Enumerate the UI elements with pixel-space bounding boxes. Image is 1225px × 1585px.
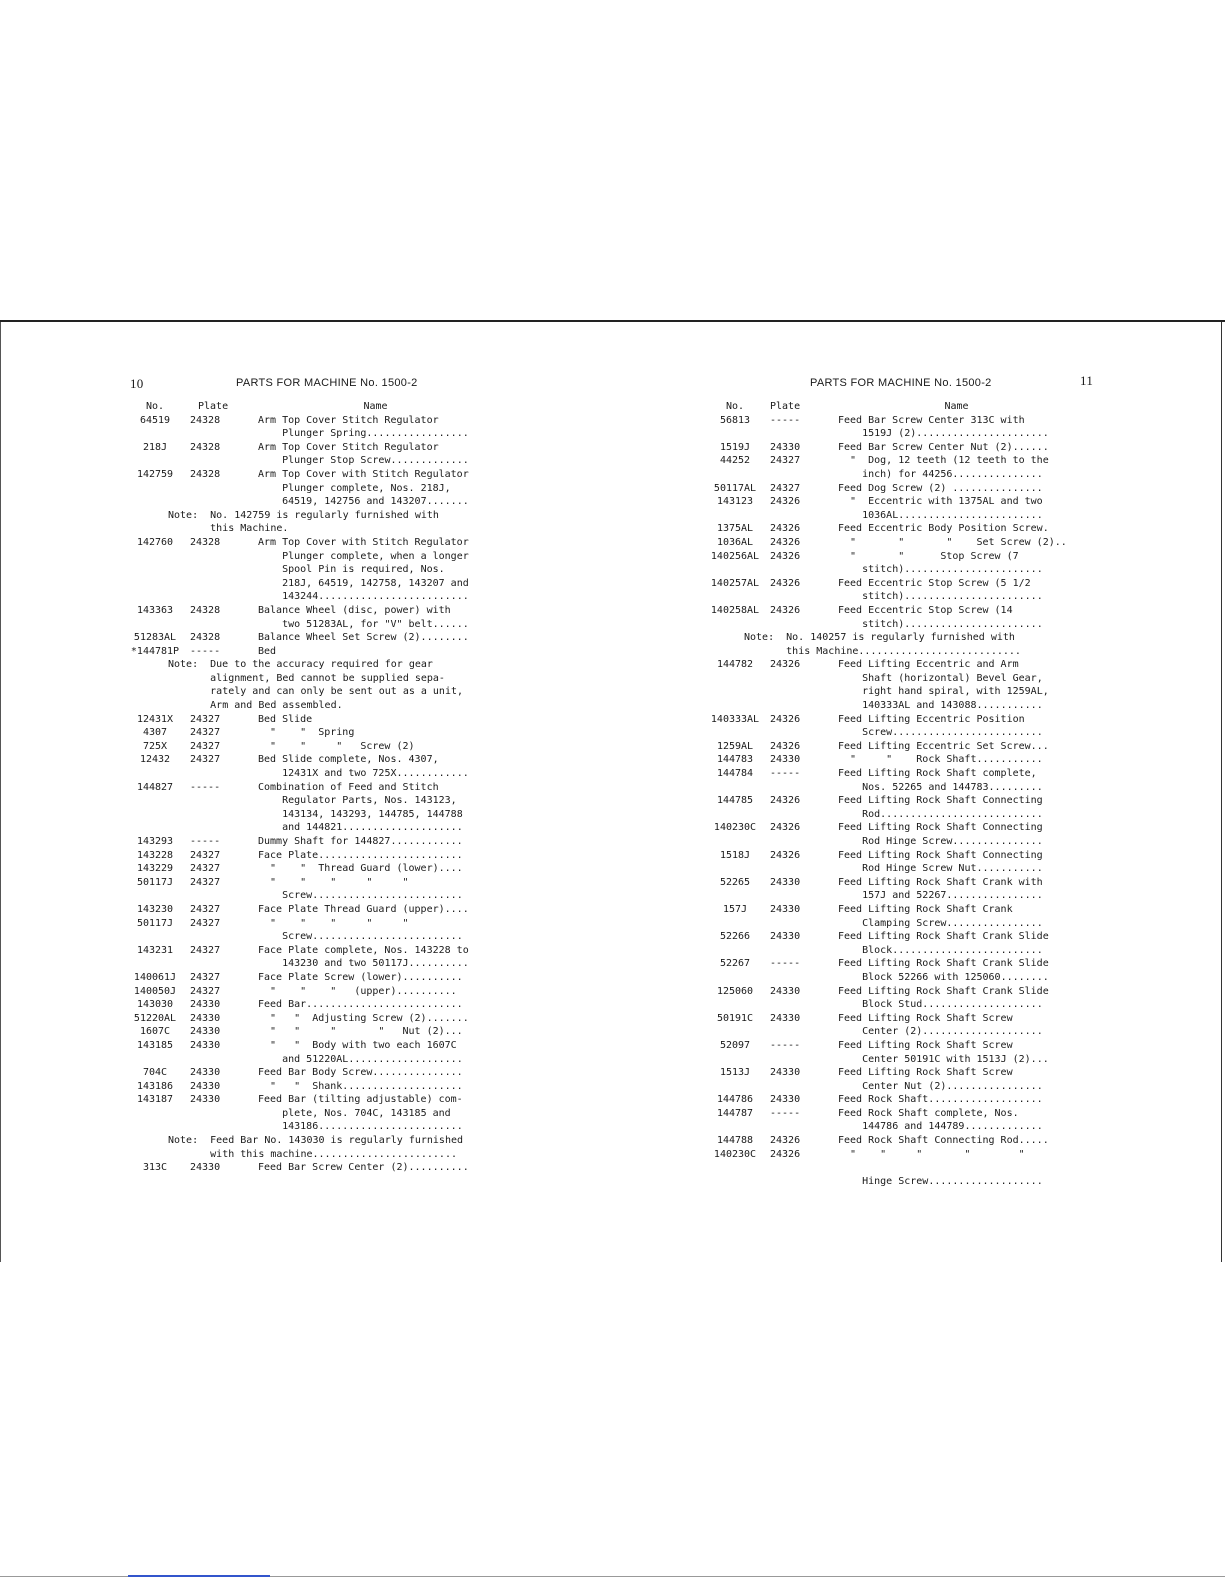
part-number: 51283AL	[133, 632, 177, 644]
table-row	[700, 903, 1105, 930]
plate-number: 24327	[190, 740, 221, 752]
plate-number: 24328	[190, 414, 221, 426]
table-row	[120, 1025, 515, 1039]
part-name: Feed Lifting Eccentric Position Screw.........................	[838, 713, 1043, 739]
part-number: 50117J	[136, 876, 174, 888]
plate-number: 24330	[770, 985, 801, 997]
part-number: 313C	[142, 1162, 168, 1174]
part-number: 157J	[722, 903, 748, 915]
table-row	[120, 604, 515, 631]
plate-number: 24327	[190, 863, 221, 875]
page-number: 11	[1080, 373, 1094, 388]
part-number: 144827	[136, 781, 174, 793]
plate-number: 24326	[770, 849, 801, 861]
parts-list	[120, 400, 515, 1175]
part-name: Feed Lifting Rock Shaft Crank with 157J and 52267................	[838, 876, 1043, 902]
part-number: 51220AL	[133, 1012, 177, 1024]
plate-number: -----	[770, 1107, 801, 1119]
table-row	[120, 414, 515, 441]
left-border-line	[0, 322, 1, 1262]
plate-number: 24327	[190, 971, 221, 983]
left-page	[120, 370, 515, 1175]
plate-number: 24326	[770, 1148, 801, 1160]
table-row	[120, 753, 515, 780]
part-name: " " Body with two each 1607C and 51220AL...................	[270, 1039, 463, 1065]
plate-number: 24330	[770, 1067, 801, 1079]
part-name: Feed Lifting Rock Shaft complete, Nos. 52265 and 144783.........	[838, 768, 1043, 793]
table-row	[120, 876, 515, 903]
table-row	[700, 753, 1105, 767]
plate-number: -----	[770, 414, 801, 426]
table-row	[700, 1039, 1105, 1066]
part-number: 144788	[716, 1135, 754, 1147]
plate-number: 24330	[190, 1012, 221, 1024]
part-number: 4307	[142, 727, 168, 739]
part-number: 143228	[136, 849, 174, 861]
part-name: Balance Wheel Set Screw (2)........	[258, 632, 469, 644]
part-number: 725X	[142, 740, 168, 752]
part-number: 144782	[716, 659, 754, 671]
plate-number: 24326	[770, 713, 801, 725]
table-row	[700, 495, 1105, 522]
part-name: Feed Lifting Rock Shaft Screw Center (2)....................	[838, 1012, 1043, 1038]
part-name: Feed Bar..........................	[258, 999, 463, 1011]
plate-number: 24330	[190, 1094, 221, 1106]
part-number: 144783	[716, 754, 754, 766]
table-row	[700, 957, 1105, 984]
column-header-plate: Plate	[770, 401, 801, 412]
part-number: 140256AL	[710, 550, 760, 562]
part-number: 140333AL	[710, 713, 760, 725]
part-number: 143230	[136, 903, 174, 915]
part-number: 140258AL	[710, 604, 760, 616]
table-row	[120, 1066, 515, 1080]
right-page	[700, 370, 1105, 1188]
part-number: 143185	[136, 1039, 174, 1051]
table-row	[120, 1039, 515, 1066]
part-name: " Dog, 12 teeth (12 teeth to the inch) for 44256...............	[850, 455, 1049, 480]
plate-number: -----	[190, 645, 221, 657]
page-header	[700, 370, 1105, 400]
table-row	[120, 740, 515, 754]
part-name: Feed Eccentric Stop Screw (5 1/2 stitch).......................	[838, 577, 1043, 603]
part-name: Bed Slide complete, Nos. 4307, 12431X and two 725X............	[258, 754, 469, 780]
page-header	[120, 370, 515, 400]
table-row	[120, 713, 515, 727]
plate-number: 24328	[190, 604, 221, 616]
parts-rows	[700, 414, 1105, 1189]
part-name: Feed Bar Screw Center 313C with 1519J (2)......................	[838, 414, 1049, 440]
plate-number: 24327	[190, 849, 221, 861]
part-number: 52266	[719, 931, 751, 943]
part-number: 142759	[136, 468, 174, 480]
part-number: 1607C	[139, 1026, 171, 1038]
plate-number: 24326	[770, 822, 801, 834]
plate-number: 24330	[770, 441, 801, 453]
plate-number: 24327	[770, 482, 801, 494]
part-name: Balance Wheel (disc, power) with two 51283AL, for "V" belt......	[258, 604, 469, 630]
plate-number: 24330	[770, 931, 801, 943]
column-headers	[700, 400, 1105, 414]
table-row	[120, 903, 515, 917]
part-name: Feed Lifting Rock Shaft Crank Slide Block Stud....................	[838, 985, 1049, 1011]
part-name: Face Plate Thread Guard (upper)....	[258, 903, 469, 915]
plate-number: 24330	[190, 1039, 221, 1051]
part-name: " " " " " Screw.........................	[270, 917, 463, 943]
part-name: Feed Lifting Rock Shaft Crank Slide Block.........................	[838, 931, 1049, 956]
part-number: 12432	[139, 754, 171, 766]
part-name: Feed Bar Body Screw...............	[258, 1067, 463, 1079]
part-number: 1519J	[719, 441, 751, 453]
table-row	[700, 767, 1105, 794]
plate-number: 24330	[190, 1162, 221, 1174]
table-row	[700, 522, 1105, 536]
column-header-name: Name	[944, 401, 969, 412]
part-name: Feed Rock Shaft complete, Nos. 144786 and 144789.............	[838, 1107, 1043, 1133]
part-number: 1036AL	[716, 536, 754, 548]
part-name: Feed Lifting Rock Shaft Screw Center Nut (2)................	[838, 1067, 1043, 1092]
plate-number: 24327	[770, 455, 801, 467]
part-name: Face Plate complete, Nos. 143228 to 143230 and two 50117J..........	[258, 944, 469, 970]
table-row	[700, 441, 1105, 455]
plate-number: 24328	[190, 536, 221, 548]
plate-number: 24327	[190, 917, 221, 929]
table-row	[700, 604, 1105, 631]
part-number: 1513J	[719, 1067, 751, 1079]
part-name: Arm Top Cover Stitch Regulator Plunger Stop Screw.............	[258, 441, 469, 467]
part-name: Feed Lifting Rock Shaft Crank Slide Block 52266 with 125060........	[838, 958, 1049, 983]
table-row	[700, 1107, 1105, 1134]
part-number: 52097	[719, 1039, 751, 1051]
part-number: 144784	[716, 768, 754, 780]
table-row	[700, 876, 1105, 903]
plate-number: 24328	[190, 441, 221, 453]
table-row	[120, 835, 515, 849]
plate-number: 24327	[190, 727, 221, 739]
part-number: 144787	[716, 1107, 754, 1119]
part-name: Feed Lifting Rock Shaft Screw Center 50191C with 1513J (2)...	[838, 1039, 1049, 1065]
part-number: *144781P	[130, 645, 180, 657]
part-number: 12431X	[136, 713, 174, 725]
part-number: 143187	[136, 1094, 174, 1106]
part-name: " " Shank....................	[258, 1080, 463, 1092]
table-row	[120, 726, 515, 740]
plate-number: 24330	[190, 1067, 221, 1079]
part-name: Feed Lifting Rock Shaft Connecting Rod Hinge Screw...............	[838, 822, 1043, 847]
part-name: Feed Bar Screw Center Nut (2)......	[838, 441, 1049, 453]
part-number: 704C	[142, 1067, 168, 1079]
plate-number: -----	[770, 958, 801, 970]
column-header-no: No.	[725, 401, 745, 412]
column-header-no: No.	[145, 401, 165, 412]
part-number: 143123	[716, 496, 754, 508]
plate-number: 24328	[190, 468, 221, 480]
table-row	[700, 1134, 1105, 1148]
part-name: Arm Top Cover with Stitch Regulator Plunger complete, Nos. 218J, 64519, 142756 and 143207.......	[258, 468, 469, 508]
table-row	[120, 441, 515, 468]
part-number: 140061J	[133, 971, 177, 983]
table-row	[120, 917, 515, 944]
part-name: Feed Rock Shaft...................	[838, 1094, 1043, 1106]
note: Note: No. 140257 is regularly furnished with this Machine...........................	[744, 632, 1021, 657]
part-number: 144786	[716, 1094, 754, 1106]
part-number: 125060	[716, 985, 754, 997]
part-name: Feed Bar (tilting adjustable) com- plete, Nos. 704C, 143185 and 143186........................	[258, 1094, 463, 1133]
part-number: 52265	[719, 876, 751, 888]
part-name: " " " Set Screw (2)..	[838, 536, 1067, 548]
table-row	[700, 577, 1105, 604]
table-row	[120, 468, 515, 509]
part-number: 143186	[136, 1080, 174, 1092]
table-row	[120, 971, 515, 985]
plate-number: 24330	[770, 876, 801, 888]
page-number: 10	[130, 376, 144, 391]
part-number: 1259AL	[716, 740, 754, 752]
right-border-line	[1221, 322, 1222, 1262]
part-number: 143231	[136, 944, 174, 956]
parts-rows	[120, 414, 515, 1175]
plate-number: 24326	[770, 659, 801, 671]
plate-number: 24326	[770, 536, 801, 548]
table-row	[120, 781, 515, 835]
part-number: 144785	[716, 795, 754, 807]
plate-number: -----	[770, 1039, 801, 1051]
note: Note: Due to the accuracy required for gear alignment, Bed cannot be supplied sepa- rately and can only be sent out as a unit, Arm and Bed assembled.	[168, 659, 464, 712]
part-name: " " " " " Screw.........................	[270, 876, 463, 902]
plate-number: -----	[770, 768, 801, 780]
table-row	[120, 985, 515, 999]
note: Note: Feed Bar No. 143030 is regularly furnished with this machine........................	[168, 1135, 464, 1160]
plate-number: 24326	[770, 550, 801, 562]
part-name: Feed Rock Shaft Connecting Rod.....	[838, 1135, 1049, 1147]
plate-number: 24327	[190, 754, 221, 766]
table-row	[120, 1161, 515, 1175]
plate-number: 24328	[190, 632, 221, 644]
plate-number: 24330	[190, 1026, 221, 1038]
part-name: " " Thread Guard (lower)....	[258, 863, 463, 875]
plate-number: -----	[190, 836, 221, 847]
part-name: Arm Top Cover with Stitch Regulator Plunger complete, when a longer Spool Pin is required, Nos. 218J, 64519, 142758, 143207 and 143244.........................	[258, 536, 469, 603]
plate-number: 24326	[770, 577, 801, 589]
table-row	[700, 1066, 1105, 1093]
hyperlink-underline[interactable]	[128, 1575, 270, 1577]
part-name: Feed Lifting Eccentric and Arm Shaft (horizontal) Bevel Gear, right hand spiral, with 1259AL, 140333AL and 143088...........	[838, 659, 1049, 712]
part-name: Feed Eccentric Stop Screw (14 stitch).......................	[838, 604, 1043, 630]
plate-number: 24327	[190, 876, 221, 888]
table-row	[700, 1093, 1105, 1107]
table-row	[700, 930, 1105, 957]
table-row	[700, 454, 1105, 481]
part-number: 140230C	[713, 1148, 757, 1160]
table-row	[120, 645, 515, 659]
part-name: " " Rock Shaft...........	[838, 754, 1043, 766]
part-name: " " " (upper)..........	[258, 985, 457, 997]
table-row	[700, 1148, 1105, 1189]
plate-number: -----	[190, 781, 221, 793]
plate-number: 24326	[770, 740, 801, 752]
part-number: 64519	[139, 414, 171, 426]
part-number: 143363	[136, 604, 174, 616]
column-header-plate: Plate	[198, 401, 229, 412]
table-row	[700, 985, 1105, 1012]
table-row	[700, 536, 1105, 550]
part-name: " " " Screw (2)	[258, 740, 415, 752]
part-name: Dummy Shaft for 144827............	[258, 836, 463, 847]
part-name: Feed Eccentric Body Position Screw.	[838, 523, 1049, 535]
plate-number: 24327	[190, 944, 221, 956]
part-name: Bed	[258, 645, 277, 657]
part-number: 142760	[136, 536, 174, 548]
part-name: " " Spring	[258, 727, 355, 739]
table-row	[120, 998, 515, 1012]
plate-number: 24330	[770, 903, 801, 915]
plate-number: 24327	[190, 903, 221, 915]
plate-number: 24330	[770, 1012, 801, 1024]
table-row	[700, 482, 1105, 496]
table-row	[120, 631, 515, 645]
plate-number: 24330	[770, 754, 801, 766]
table-row	[120, 1080, 515, 1094]
part-name: Feed Bar Screw Center (2)..........	[258, 1162, 469, 1174]
part-number: 50117AL	[713, 482, 757, 494]
page-title: PARTS FOR MACHINE No. 1500-2	[810, 377, 992, 389]
table-row	[700, 821, 1105, 848]
part-name: " " Adjusting Screw (2).......	[258, 1012, 469, 1024]
column-header-name: Name	[363, 401, 388, 412]
plate-number: 24326	[770, 1135, 801, 1147]
table-row	[120, 944, 515, 971]
plate-number: 24327	[190, 713, 221, 725]
table-row	[120, 536, 515, 604]
plate-number: 24330	[770, 1094, 801, 1106]
part-name: Bed Slide	[258, 713, 313, 725]
plate-number: 24326	[770, 795, 801, 807]
table-row	[700, 849, 1105, 876]
table-row	[700, 414, 1105, 441]
part-name: Feed Lifting Rock Shaft Crank Clamping Screw................	[838, 903, 1043, 929]
plate-number: 24326	[770, 496, 801, 508]
part-number: 140050J	[133, 985, 177, 997]
plate-number: 24326	[770, 523, 801, 535]
part-number: 218J	[142, 441, 168, 453]
table-row	[700, 1012, 1105, 1039]
table-row	[120, 849, 515, 863]
plate-number: 24326	[770, 604, 801, 616]
part-number: 52267	[719, 958, 751, 970]
part-name: Face Plate........................	[258, 849, 463, 861]
plate-number: 24327	[190, 985, 221, 997]
part-number: 56813	[719, 414, 751, 426]
part-number: 140257AL	[710, 577, 760, 589]
table-row	[120, 1093, 515, 1134]
part-name: " " Stop Screw (7 stitch).......................	[850, 550, 1043, 576]
part-name: Feed Dog Screw (2) ...............	[838, 482, 1043, 494]
table-row	[700, 794, 1105, 821]
part-name: Feed Lifting Rock Shaft Connecting Rod...........................	[838, 795, 1043, 820]
part-number: 140230C	[713, 822, 757, 834]
part-name: Feed Lifting Eccentric Set Screw...	[838, 740, 1049, 752]
top-border-line	[0, 320, 1225, 322]
part-number: 143030	[136, 999, 174, 1011]
part-name: " Eccentric with 1375AL and two 1036AL........................	[850, 496, 1043, 521]
part-number: 1375AL	[716, 523, 754, 535]
table-row	[700, 550, 1105, 577]
part-number: 44252	[719, 455, 751, 467]
plate-number: 24330	[190, 1080, 221, 1092]
part-name: Arm Top Cover Stitch Regulator Plunger Spring.................	[258, 414, 469, 440]
part-number: 143229	[136, 863, 174, 875]
table-row	[700, 713, 1105, 740]
table-row	[700, 658, 1105, 712]
column-headers	[120, 400, 515, 414]
parts-list	[700, 400, 1105, 1188]
part-name: " " " " Nut (2)...	[258, 1026, 463, 1038]
part-number: 1518J	[719, 849, 751, 861]
part-name: Combination of Feed and Stitch Regulator Parts, Nos. 143123, 143134, 143293, 144785, 144788 and 144821....................	[258, 781, 463, 834]
part-name: Face Plate Screw (lower)..........	[258, 971, 463, 983]
note: Note: No. 142759 is regularly furnished with this Machine.	[168, 509, 439, 535]
table-row	[120, 1012, 515, 1026]
table-row	[120, 862, 515, 876]
part-name: Feed Lifting Rock Shaft Connecting Rod Hinge Screw Nut...........	[838, 849, 1043, 875]
part-number: 50191C	[716, 1012, 754, 1024]
part-number: 50117J	[136, 917, 174, 929]
page-title: PARTS FOR MACHINE No. 1500-2	[236, 377, 418, 389]
table-row	[700, 740, 1105, 754]
plate-number: 24330	[190, 999, 221, 1011]
part-number: 143293	[136, 836, 174, 847]
part-name: " " " " " Hinge Screw...................	[850, 1148, 1043, 1187]
